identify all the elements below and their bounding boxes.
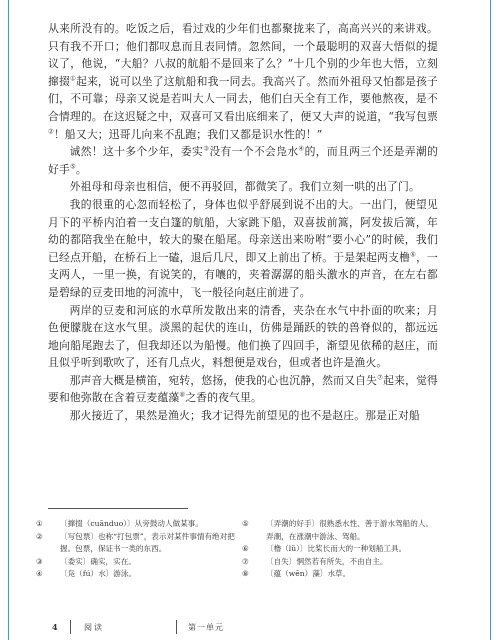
footnote-number: ⑤ — [242, 519, 249, 528]
footnote-text: 〔橹（lǔ）〕比桨长而大的一种划船工具。 — [266, 544, 407, 554]
footnote-number: ④ — [36, 569, 43, 579]
footnote-text: 〔撺掇（cuānduo）〕从旁鼓动人做某事。 — [60, 519, 203, 528]
footnotes-left-column — [36, 518, 238, 581]
footnote-item — [242, 543, 440, 556]
page-border-left — [8, 0, 9, 640]
footnote-item — [36, 518, 238, 531]
footnote-number: ③ — [36, 556, 43, 566]
paragraph-text: 。 — [75, 162, 87, 176]
footnote-item — [36, 568, 238, 581]
paragraph-text: 从来所没有的。吃饭之后，看过戏的少年们也都聚拢来了，高高兴兴的来讲戏。只有我不开口；他们都叹息而且表同情。忽然间，一个最聪明的双喜大悟似的提议了，他说，“大船？八叔的航船不是回来了么？”十几个别的少年也大悟，立刻撺掇 — [48, 22, 438, 88]
footnote-number: ⑦ — [242, 556, 249, 566]
footnote-number: ① — [36, 519, 43, 528]
footnote-number: ⑥ — [242, 544, 249, 554]
footnote-text: 〔自失〕惘然若有所失，不由自主。 — [266, 556, 388, 566]
footnote-text: 〔凫（fú）水〕游泳。 — [60, 569, 137, 579]
footnote-marker: ⑥ — [410, 250, 417, 259]
page-footer — [0, 620, 498, 640]
paragraph-text: ！船又大；迅哥儿向来不乱跑；我们又都是识水性的！” — [53, 127, 323, 141]
paragraph-text: 诚然！这十多个少年，委实 — [69, 145, 204, 159]
footnote-item — [36, 531, 238, 556]
footer-separator — [176, 620, 177, 634]
footnote-text: 〔写包票〕也称“打包票”，表示对某件事情有绝对把握。包票，保证书一类的东西。 — [60, 531, 235, 554]
paragraph — [48, 20, 438, 143]
footer-unit-label: 第一单元 — [188, 623, 224, 632]
paragraph-text: 外祖母和母亲也相信，便不再驳回，都微笑了。我们立刻一哄的出了门。 — [69, 180, 420, 194]
footnote-text: 〔委实〕确实，实在。 — [60, 556, 136, 566]
footnote-marker: ① — [69, 74, 76, 83]
paragraph-text: 那声音大概是横笛，宛转，悠扬，使我的心也沉静，然而又自失 — [69, 373, 378, 387]
footnote-marker: ⑦ — [377, 373, 384, 382]
footnote-item — [242, 556, 440, 569]
article-body — [48, 20, 438, 425]
footnote-marker: ② — [48, 126, 54, 135]
footnote-marker: ④ — [298, 144, 305, 153]
footnote-item — [242, 518, 440, 543]
footer-section-label: 阅读 — [84, 623, 104, 632]
paragraph — [48, 143, 438, 178]
footnote-text: 〔蕴（wēn）藻〕水草。 — [266, 569, 351, 579]
paragraph — [48, 302, 438, 372]
footnote-marker: ③ — [203, 144, 210, 153]
paragraph-text: 的，而且两三个还是弄潮的好手 — [48, 145, 438, 176]
paragraph — [48, 372, 438, 407]
paragraph-text: 两岸的豆麦和河底的水草所发散出来的清香，夹杂在水气中扑面的吹来；月色便朦胧在这水气里。淡黑的起伏的连山，仿佛是踊跃的铁的兽脊似的，都远远地向船尾跑去了，但我却还以为船慢。他们换了四回手，渐望见依稀的赵庄，而且似乎听到歌吹了，还有几点火，料想便是戏台，但或者也许是渔火。 — [48, 303, 438, 370]
footnote-number: ⑧ — [242, 569, 249, 579]
page-number: 4 — [52, 622, 58, 632]
paragraph-text: 起来，说可以坐了这航船和我一同去。我高兴了。然而外祖母又怕都是孩子们，不可靠；母亲又说是若叫大人一同去，他们白天全有工作，要他熬夜，是不合情理的。在这迟疑之中，双喜可又看出底细来了，便又大声的说道，“我写包票 — [48, 74, 438, 123]
footnote-text: 〔弄潮的好手〕很熟悉水性、善于游水驾船的人。弄潮，在涨潮中游泳、驾船。 — [266, 519, 434, 541]
footnote-number: ② — [36, 531, 43, 541]
paragraph-text: 起来，觉得要和他弥散在含着豆麦蕴藻 — [48, 373, 439, 405]
footnote-item — [36, 556, 238, 569]
footer-separator — [70, 620, 71, 634]
paragraph-text: 没有一个不会凫水 — [209, 145, 299, 159]
paragraph — [48, 178, 438, 196]
paragraph-text: ，一支两人，一里一换，有说笑的，有嚷的，夹着潺潺的船头激水的声音，在左右都是碧绿的豆麦田地的河流中，飞一般径向赵庄前进了。 — [48, 250, 438, 299]
footnote-marker: ⑤ — [69, 162, 76, 171]
paragraph-text: 之香的夜气里。 — [185, 391, 262, 405]
paragraph — [48, 407, 438, 425]
paragraph — [48, 196, 438, 302]
page-border-right — [490, 0, 491, 640]
footnote-marker: ⑧ — [179, 390, 186, 399]
paragraph-text: 我的很重的心忽而轻松了，身体也似乎舒展到说不出的大。一出门，便望见月下的平桥内泊着一支白篷的航船，大家跳下船，双喜拔前篙，阿发拔后篙，年幼的都陪我坐在舱中，较大的聚在船尾。母亲送出来吩咐“要小心”的时候，我们已经点开船，在桥石上一磕，退后几尺，即又上前出了桥。于是架起两支橹 — [48, 197, 438, 264]
footnotes-right-column — [242, 518, 440, 581]
footnote-divider — [48, 508, 188, 509]
paragraph-text: 那火接近了，果然是渔火；我才记得先前望见的也不是赵庄。那是正对船 — [69, 409, 420, 423]
footnote-item — [242, 568, 440, 581]
